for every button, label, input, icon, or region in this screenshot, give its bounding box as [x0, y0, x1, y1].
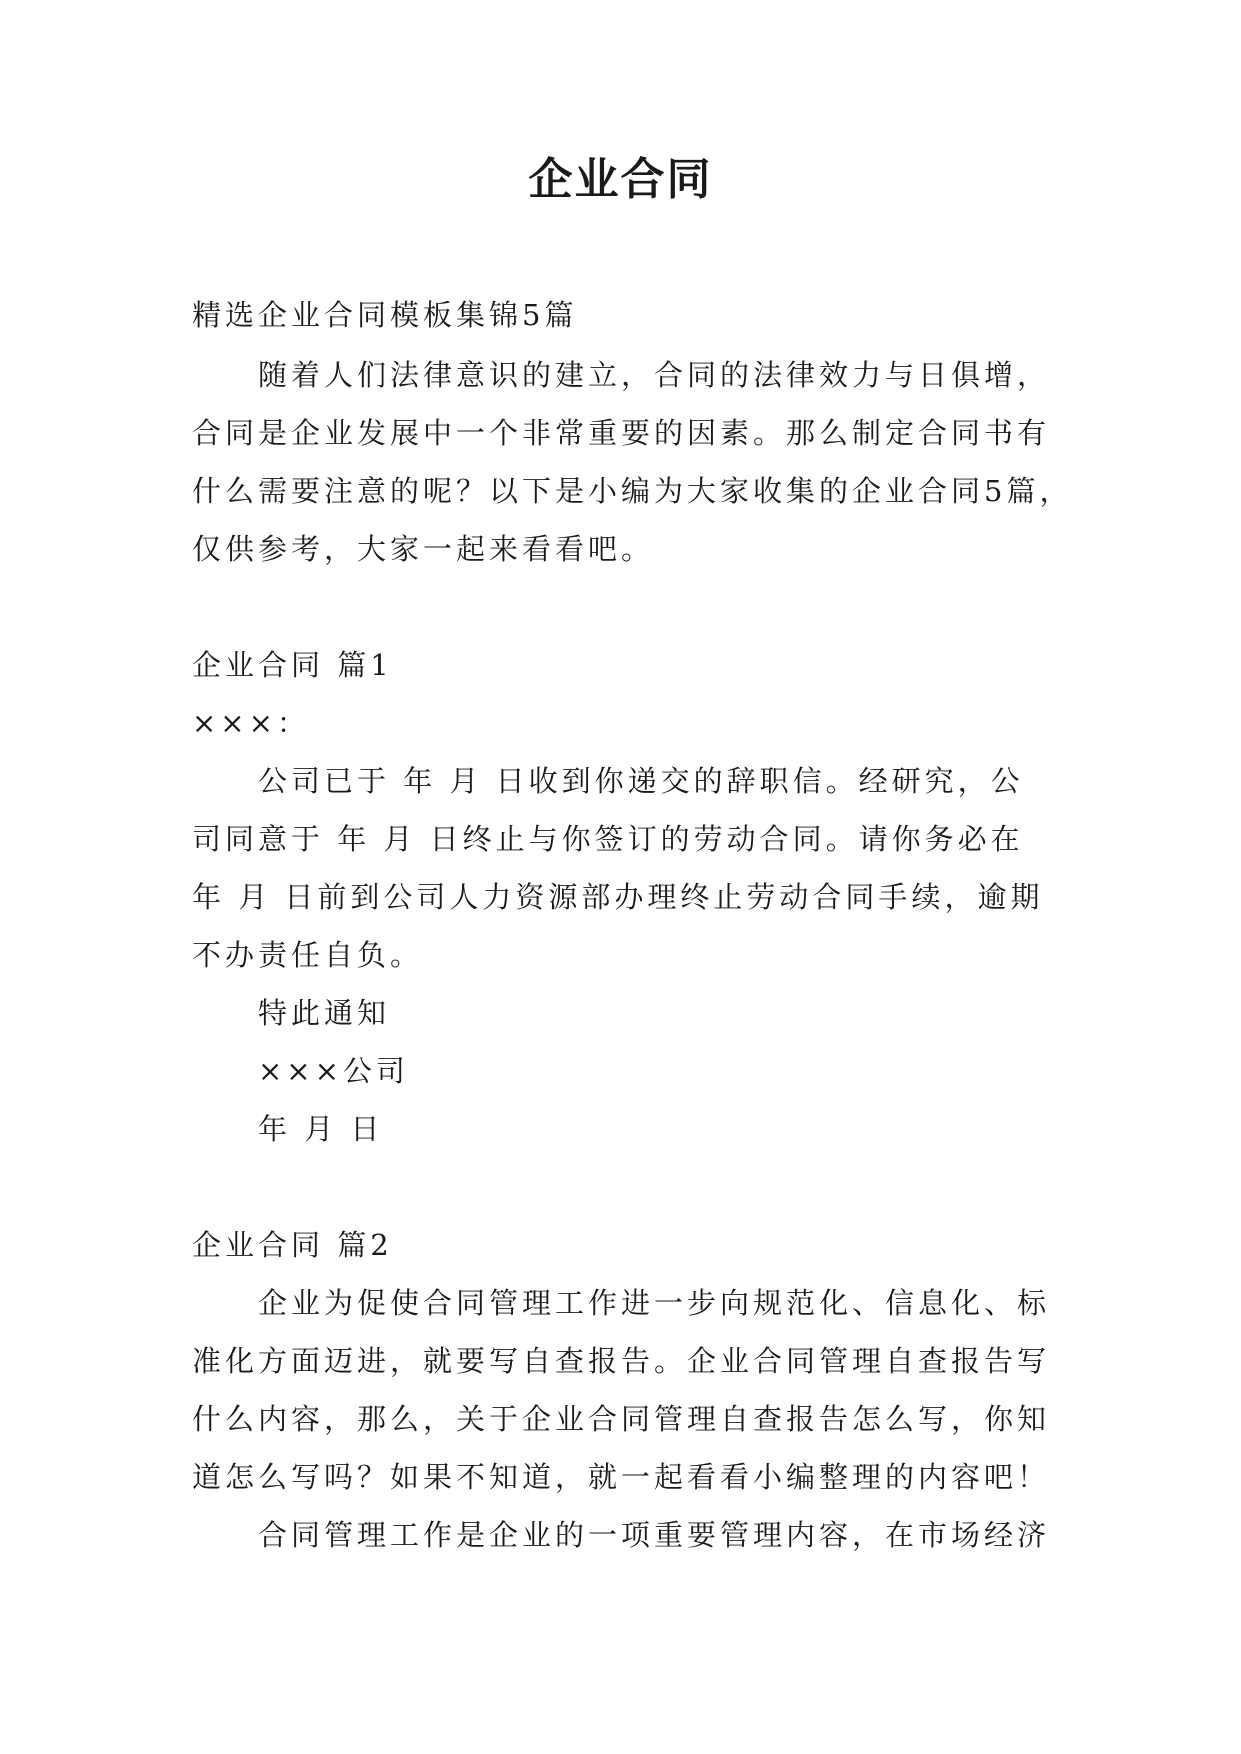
document-subtitle: 精选企业合同模板集锦5篇	[192, 298, 578, 332]
section1-body-line: 公司已于 年 月 日收到你递交的辞职信。经研究，公	[258, 764, 1024, 798]
section1-body-line: 司同意于 年 月 日终止与你签订的劳动合同。请你务必在	[192, 822, 1024, 856]
section1-salutation: ×××：	[192, 706, 310, 740]
section2-body-line: 道怎么写吗？如果不知道，就一起看看小编整理的内容吧！	[192, 1460, 1051, 1494]
section1-body-line: 年 月 日前到公司人力资源部办理终止劳动合同手续，逾期	[192, 880, 1044, 914]
section1-company: ×××公司	[258, 1054, 409, 1088]
intro-line: 合同是企业发展中一个非常重要的因素。那么制定合同书有	[192, 416, 1051, 450]
intro-line: 仅供参考，大家一起来看看吧。	[192, 532, 655, 566]
section1-heading: 企业合同 篇1	[192, 648, 393, 682]
section1-closing: 特此通知	[258, 996, 391, 1030]
intro-line: 随着人们法律意识的建立，合同的法律效力与日俱增，	[258, 358, 1051, 392]
intro-line: 什么需要注意的呢？以下是小编为大家收集的企业合同5篇，	[192, 474, 1073, 508]
section1-date: 年 月 日	[258, 1112, 384, 1146]
section2-body-line: 什么内容，那么，关于企业合同管理自查报告怎么写，你知	[192, 1402, 1051, 1436]
section2-body-line: 准化方面迈进，就要写自查报告。企业合同管理自查报告写	[192, 1344, 1051, 1378]
section2-body-line: 企业为促使合同管理工作进一步向规范化、信息化、标	[258, 1286, 1051, 1320]
section2-heading: 企业合同 篇2	[192, 1228, 393, 1262]
section1-body-line: 不办责任自负。	[192, 938, 424, 972]
section2-body-line: 合同管理工作是企业的一项重要管理内容，在市场经济	[258, 1518, 1051, 1552]
document-title: 企业合同	[528, 154, 713, 205]
